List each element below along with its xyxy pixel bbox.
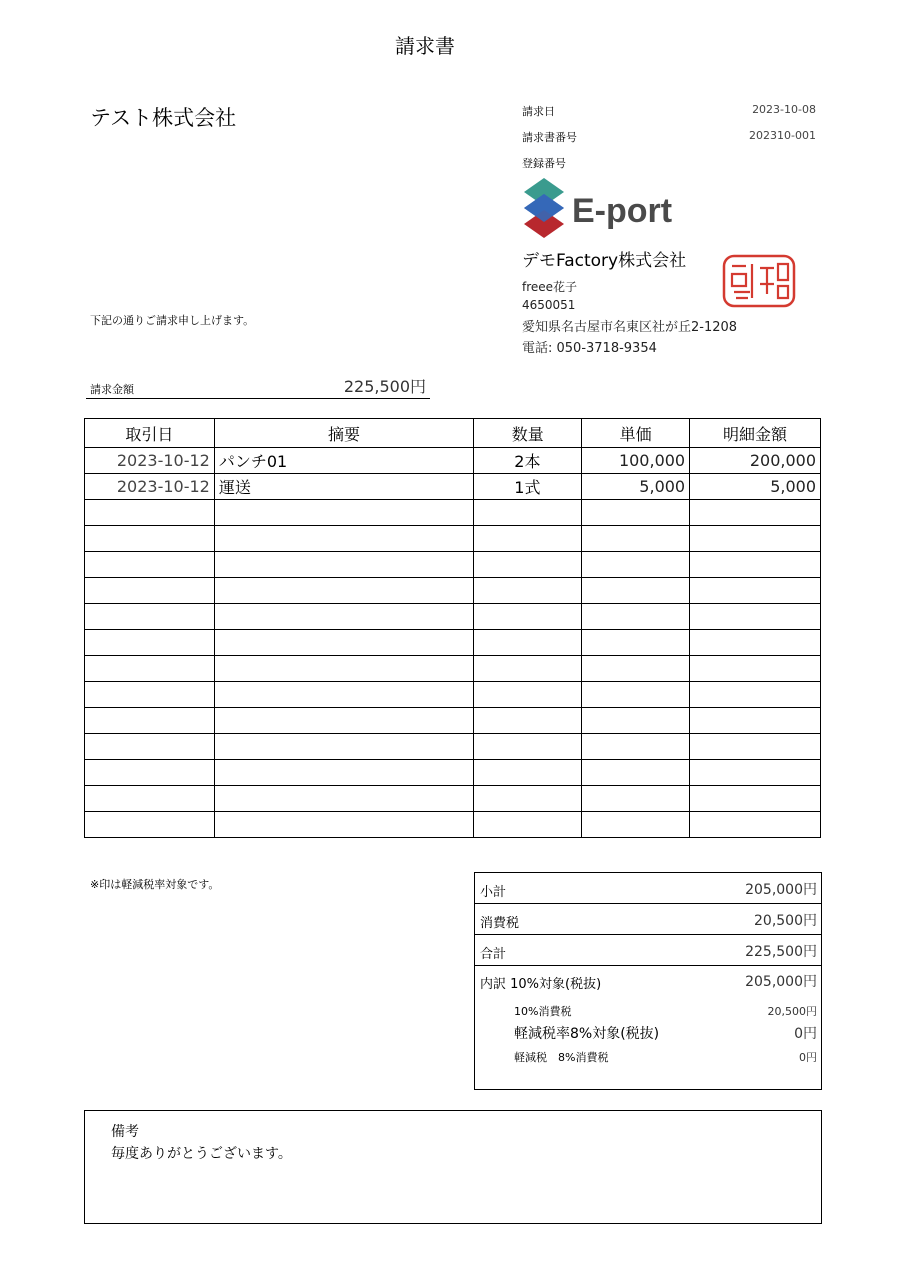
remarks-body: 毎度ありがとうございます。: [111, 1146, 292, 1162]
empty-row: [85, 682, 821, 708]
issuer-company: デモFactory株式会社: [522, 251, 687, 271]
subtotal-label: 小計: [480, 885, 507, 900]
billing-amount-label: 請求金額: [90, 383, 134, 396]
client-name: テスト株式会社: [90, 106, 237, 130]
empty-row: [85, 656, 821, 682]
invoice-date: 2023-10-08: [752, 103, 816, 116]
intro-text: 下記の通りご請求申し上げます。: [90, 314, 255, 327]
total-label: 合計: [480, 947, 507, 962]
row-date: 2023-10-12: [85, 474, 215, 500]
issuer-postal-code: 4650051: [522, 298, 576, 312]
invoice-number: 202310-001: [749, 129, 816, 142]
total-row: [475, 935, 821, 966]
header-amount: 明細金額: [690, 419, 821, 448]
header-description: 摘要: [214, 419, 473, 448]
issuer-address: 愛知県名古屋市名東区社が丘2-1208: [522, 320, 738, 335]
remarks-box: [84, 1110, 822, 1224]
reduced-tax-note: ※印は軽減税率対象です。: [90, 878, 220, 891]
tax-label: 消費税: [480, 916, 520, 931]
empty-row: [85, 500, 821, 526]
subtotal-value: 205,000円: [745, 882, 817, 898]
header-quantity: 数量: [474, 419, 582, 448]
row-unit-price: 100,000: [582, 448, 690, 474]
row-description: 運送: [214, 474, 473, 500]
total-value: 225,500円: [745, 944, 817, 960]
remarks-heading: 備考: [111, 1124, 139, 1140]
empty-row: [85, 812, 821, 838]
reduced-label: 軽減税率8%対象(税抜): [514, 1026, 660, 1042]
invoice-date-label: 請求日: [522, 105, 555, 118]
empty-row: [85, 630, 821, 656]
empty-row: [85, 604, 821, 630]
breakdown-label: 内訳 10%対象(税抜): [480, 977, 602, 992]
row-unit-price: 5,000: [582, 474, 690, 500]
empty-row: [85, 552, 821, 578]
totals-box: [474, 872, 822, 1090]
empty-row: [85, 734, 821, 760]
billing-amount: 225,500円: [343, 377, 426, 396]
items-header-row: [85, 419, 821, 448]
table-row: [85, 448, 821, 474]
empty-row: [85, 708, 821, 734]
reduced-tax-label: 軽減税 8%消費税: [514, 1051, 609, 1064]
row-amount: 5,000: [690, 474, 821, 500]
logo-text: E-port: [572, 192, 673, 230]
empty-row: [85, 786, 821, 812]
reduced-value: 0円: [794, 1026, 817, 1042]
row-quantity: 2本: [474, 448, 582, 474]
tax10-label: 10%消費税: [514, 1005, 572, 1018]
row-quantity: 1式: [474, 474, 582, 500]
subtotal-row: [475, 873, 821, 904]
billing-amount-row: [86, 376, 430, 399]
row-amount: 200,000: [690, 448, 821, 474]
breakdown-value: 205,000円: [745, 974, 817, 990]
document-title: 請求書: [395, 34, 455, 58]
tax10-value: 20,500円: [767, 1005, 817, 1018]
issuer-person: freee花子: [522, 280, 578, 294]
registration-label: 登録番号: [522, 157, 566, 170]
items-table: [84, 418, 821, 838]
row-description: パンチ01: [214, 448, 473, 474]
reduced-tax-value: 0円: [799, 1051, 817, 1064]
empty-row: [85, 526, 821, 552]
company-logo: [522, 176, 673, 240]
header-date: 取引日: [85, 419, 215, 448]
issuer-phone: 電話: 050-3718-9354: [522, 341, 657, 356]
empty-row: [85, 760, 821, 786]
company-seal: [722, 254, 796, 308]
table-row: [85, 474, 821, 500]
invoice-number-label: 請求書番号: [522, 131, 577, 144]
tax-row: [475, 904, 821, 935]
tax-value: 20,500円: [754, 913, 817, 929]
row-date: 2023-10-12: [85, 448, 215, 474]
empty-row: [85, 578, 821, 604]
header-unit-price: 単価: [582, 419, 690, 448]
